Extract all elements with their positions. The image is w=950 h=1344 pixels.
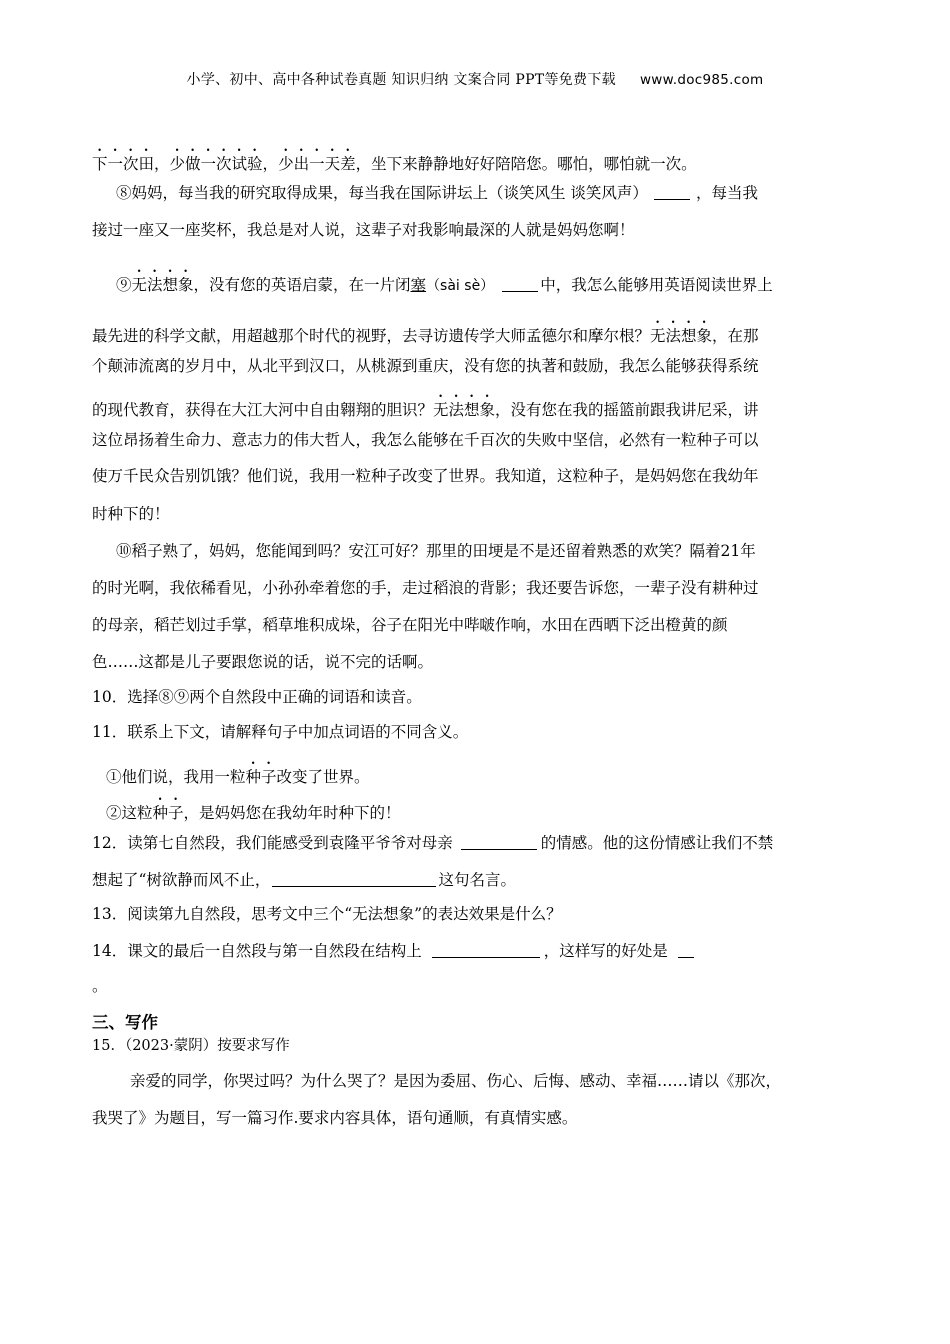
header-text: 小学、初中、高中各种试卷真题 知识归纳 文案合同 PPT等免费下载 <box>186 72 616 88</box>
question-13: 13．阅读第九自然段，思考文中三个“无法想象”的表达效果是什么？ <box>92 905 562 923</box>
p9-line7: 时种下的！ <box>92 505 170 523</box>
p9-line2: 最先进的科学文献，用超越那个时代的视野，去寻访遗传学大师孟德尔和摩尔根？无法想象，在那 <box>92 327 759 345</box>
question-11-sentence-1: ①他们说，我用一粒种子改变了世界。 <box>106 768 370 786</box>
answer-blank[interactable] <box>272 870 436 887</box>
emphasis-text: 少做一次试验 <box>169 155 263 173</box>
p8-line2: 接过一座又一座奖杯，我总是对人说，这辈子对我影响最深的人就是妈妈您啊！ <box>92 221 635 239</box>
p8-line1: ⑧妈妈，每当我的研究取得成果，每当我在国际讲坛上（谈笑风生 谈笑风声） ，每当我 <box>116 184 758 202</box>
question-11-sentence-2: ②这粒种子，是妈妈您在我幼年时种下的！ <box>106 804 401 822</box>
pinyin-options: （sài sè） <box>426 278 495 294</box>
emphasis-text: 种子 <box>245 768 277 786</box>
p7-end-line: 下一次田，少做一次试验，少出一天差，坐下来静静地好好陪陪您。哪怕，哪怕就一次。 <box>92 155 697 173</box>
p10-line1: ⑩稻子熟了，妈妈，您能闻到吗？安江可好？那里的田埂是不是还留着熟悉的欢笑？隔着21年 <box>116 542 756 560</box>
p9-line5: 这位昂扬着生命力、意志力的伟大哲人，我怎么能够在千百次的失败中坚信，必然有一粒种子可以 <box>92 431 759 449</box>
p10-line2: 的时光啊，我依稀看见，小孙孙牵着您的手，走过稻浪的背影；我还要告诉您，一辈子没有耕种过 <box>92 579 759 597</box>
answer-blank[interactable] <box>654 183 690 200</box>
answer-blank[interactable] <box>678 941 694 958</box>
page-header <box>0 69 950 89</box>
p10-line4: 色……这都是儿子要跟您说的话，说不完的话啊。 <box>92 653 434 671</box>
p9-line1: ⑨无法想象，没有您的英语启蒙，在一片闭塞（sài sè） 中，我怎么能够用英语阅读世界上 <box>116 276 773 294</box>
answer-blank[interactable] <box>432 941 540 958</box>
question-14-end: 。 <box>92 977 108 995</box>
p10-line3: 的母亲，稻芒划过手掌，稻草堆积成垛，谷子在阳光中哔啵作响，水田在西晒下泛出橙黄的颜 <box>92 616 728 634</box>
question-14: 14．课文的最后一自然段与第一自然段在结构上 ，这样写的好处是 <box>92 940 858 962</box>
question-15-line2: 我哭了》为题目，写一篇习作.要求内容具体，语句通顺，有真情实感。 <box>92 1109 578 1127</box>
answer-blank[interactable] <box>461 833 537 850</box>
emphasis-text: 少出一天差 <box>278 155 356 173</box>
section-heading: 三、写作 <box>92 1013 158 1032</box>
emphasis-text: 下一次田 <box>92 155 155 173</box>
p9-line4: 的现代教育，获得在大江大河中自由翱翔的胆识？无法想象，没有您在我的摇篮前跟我讲尼采，讲 <box>92 401 759 419</box>
question-10: 10．选择⑧⑨两个自然段中正确的词语和读音。 <box>92 688 422 706</box>
answer-blank[interactable] <box>502 275 538 292</box>
question-11: 11．联系上下文，请解释句子中加点词语的不同含义。 <box>92 723 469 741</box>
p9-line6: 使万千民众告别饥饿？他们说，我用一粒种子改变了世界。我知道，这粒种子，是妈妈您在我幼年 <box>92 467 759 485</box>
emphasis-text: 种子 <box>152 804 184 822</box>
emphasis-text: 无法想象 <box>650 327 713 345</box>
header-site: www.doc985.com <box>639 72 764 88</box>
underlined-char: 塞 <box>410 276 427 294</box>
question-12-line1: 12．读第七自然段，我们能感受到袁隆平爷爷对母亲 的情感。他的这份情感让我们不禁 <box>92 834 774 852</box>
p9-line3: 个颠沛流离的岁月中，从北平到汉口，从桃源到重庆，没有您的执著和鼓励，我怎么能够获得系统 <box>92 357 759 375</box>
emphasis-text: 无法想象 <box>433 401 496 419</box>
emphasis-text: 无法想象 <box>131 276 194 294</box>
question-15-line1: 亲爱的同学，你哭过吗？为什么哭了？是因为委屈、伤心、后悔、感动、幸福……请以《那次， <box>130 1072 782 1090</box>
question-12-line2: 想起了“树欲静而风不止， 这句名言。 <box>92 871 516 889</box>
question-15: 15．（2023·蒙阴）按要求写作 <box>92 1038 290 1054</box>
